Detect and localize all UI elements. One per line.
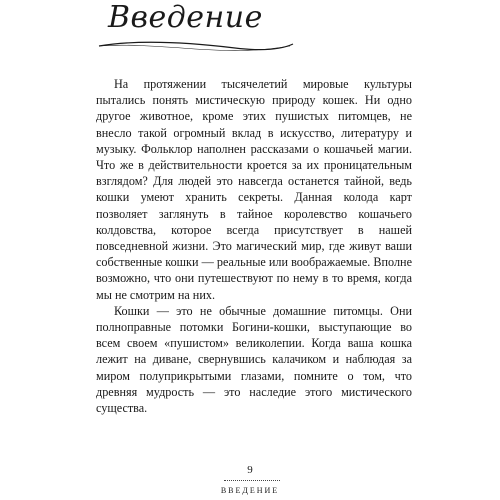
body-text — [96, 76, 412, 416]
paragraph-2: Кошки — это не обычные домашние питомцы. Они полноправные потомки Богини-кошки, выступающие во всем своем «пушистом» великолепии. Когда ваша кошка лежит на диване, свернувшись калачиком и наблюдая за миром полуприкрытыми глазами, помните о том, что древняя мудрость — это наследие этого мистического существа. — [96, 303, 412, 416]
paragraph-1: На протяжении тысячелетий мировые культуры пытались понять мистическую природу кошек. Ни одно другое животное, кроме этих пушистых питомцев, не внесло такой огромный вклад в искусство, литературу и музыку. Фольклор наполнен рассказами о кошачьей магии. Что же в действительности кроется за их проницательным взглядом? Для людей это навсегда останется тайной, ведь кошки умеют хранить секреты. Данная колода карт позволяет заглянуть в тайное королевство кошачьего колдовства, которое всегда присутствует в нашей повседневной жизни. Это магический мир, где живут ваши собственные кошки — реальные или воображаемые. Вполне возможно, что они путешествуют по нему в то время, когда мы не смотрим на них. — [96, 77, 412, 302]
running-footer-title: ВВЕДЕНИЕ — [220, 486, 280, 495]
footer-dotted-rule — [224, 480, 280, 481]
page-number: 9 — [247, 464, 253, 476]
chapter-title: Введение — [108, 0, 263, 35]
